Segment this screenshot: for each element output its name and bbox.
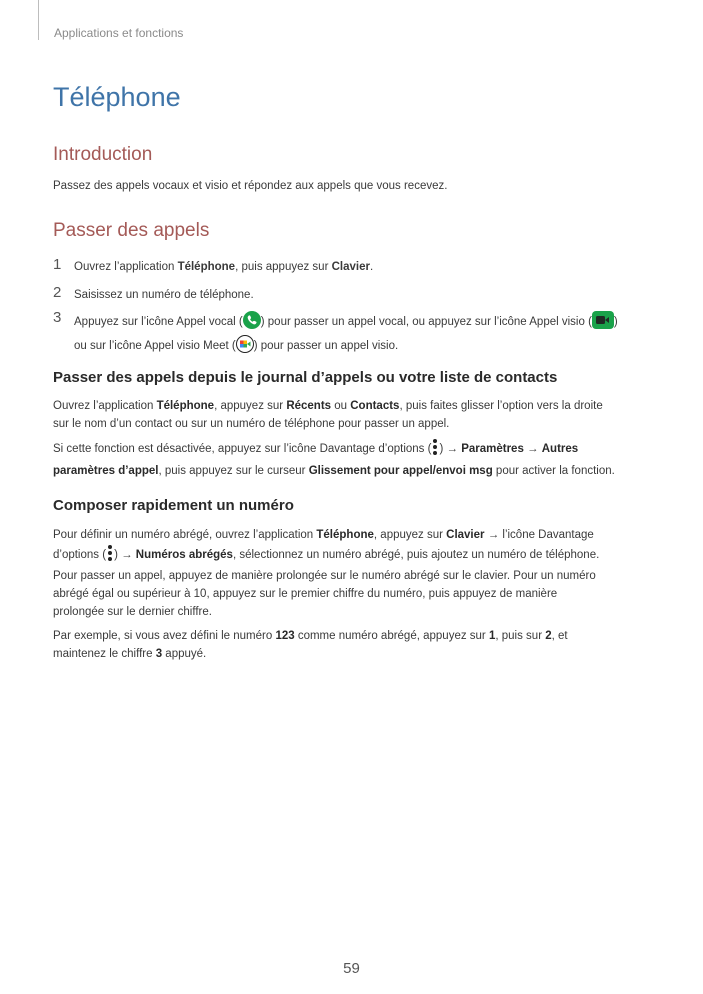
video-call-icon xyxy=(592,311,614,335)
journal-heading: Passer des appels depuis le journal d’appels ou votre liste de contacts xyxy=(53,369,558,386)
app-name: Téléphone xyxy=(177,261,236,273)
journal-paragraph-1: Ouvrez l’application Téléphone, appuyez sur Récents ou Contacts, puis faites glisser l’option vers la droite sur le nom d’un contact ou sur un numéro de téléphone pour passer un appel. xyxy=(53,400,603,430)
menu-label: Clavier xyxy=(331,261,370,273)
page-number: 59 xyxy=(343,960,360,977)
step-number: 2 xyxy=(53,284,62,301)
rapide-paragraph-2: Pour passer un appel, appuyez de manière prolongée sur le numéro abrégé sur le clavier. Pour un numéro abrégé égal ou supérieur à 10, appuyez sur le premier chiffre du numéro, puis appuyez de manière prolongée sur le dernier chiffre. xyxy=(53,570,596,618)
step-3: 3 Appuyez sur l’icône Appel vocal ( ) pour passer un appel vocal, ou appuyez sur l’icône Appel visio ( ) ou sur l’icône Appel visio Meet ( ) pour passer un appel visio. xyxy=(53,311,663,359)
page-title: Téléphone xyxy=(53,82,181,112)
passer-heading: Passer des appels xyxy=(53,220,210,241)
margin-line xyxy=(38,0,39,40)
step-number: 3 xyxy=(53,309,62,326)
step-2: 2 Saisissez un numéro de téléphone. xyxy=(53,284,254,301)
intro-heading: Introduction xyxy=(53,144,153,165)
step-1: 1 Ouvrez l’application Téléphone, puis appuyez sur Clavier. xyxy=(53,256,374,273)
rapide-paragraph-1: Pour définir un numéro abrégé, ouvrez l’application Téléphone, appuyez sur Clavier → l’icône Davantage d’options ( ) → Numéros abrégés, sélectionnez un numéro abrégé, puis ajoutez un numéro de téléphone. xyxy=(53,526,653,568)
journal-paragraph-2: Si cette fonction est désactivée, appuyez sur l’icône Davantage d’options ( ) → Paramètres → Autres paramètres d’appel, puis appuyez sur le curseur Glissement pour appel/envoi msg pour activer la fonction. xyxy=(53,438,653,480)
running-header: Applications et fonctions xyxy=(54,26,184,40)
rapide-paragraph-3: Par exemple, si vous avez défini le numéro 123 comme numéro abrégé, appuyez sur 1, puis sur 2, et maintenez le chiffre 3 appuyé. xyxy=(53,630,568,660)
meet-icon xyxy=(236,335,254,359)
step-number: 1 xyxy=(53,256,62,273)
rapide-heading: Composer rapidement un numéro xyxy=(53,497,294,514)
phone-call-icon xyxy=(243,311,261,335)
intro-text: Passez des appels vocaux et visio et répondez aux appels que vous recevez. xyxy=(53,180,448,192)
more-options-icon xyxy=(106,544,114,568)
